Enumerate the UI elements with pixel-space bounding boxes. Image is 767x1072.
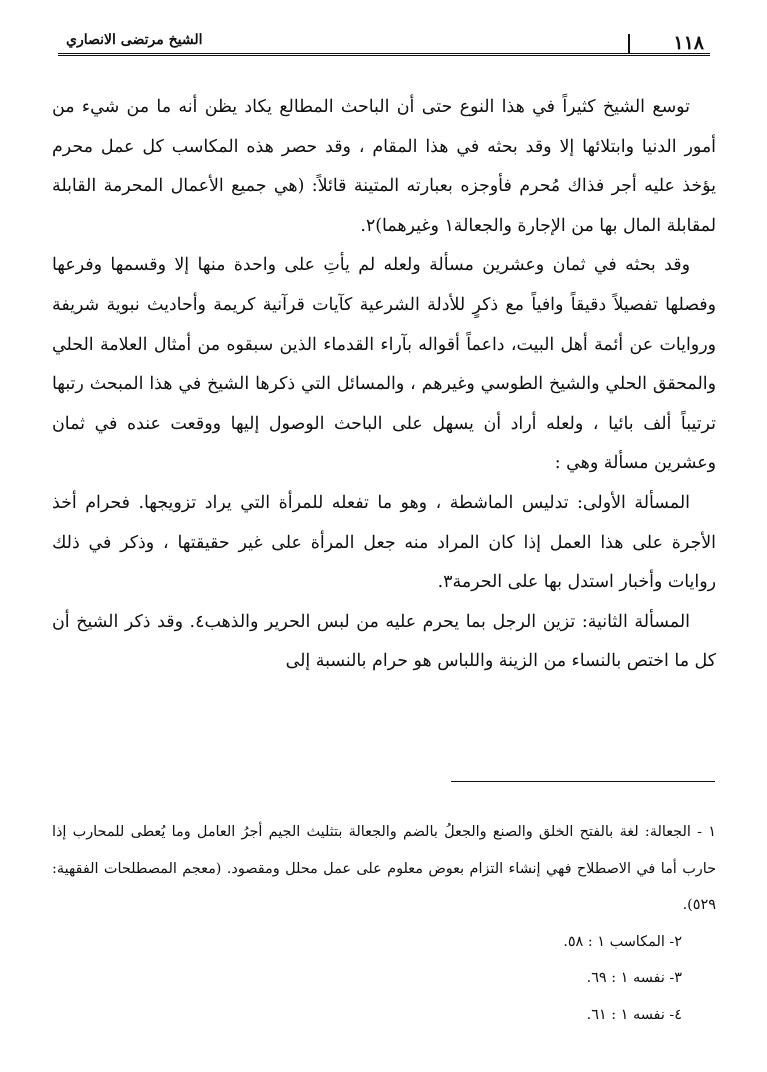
footnote-2: ٢- المكاسب ١ : ٥٨.: [563, 933, 682, 950]
paragraph-4: المسألة الثانية: تزين الرجل بما يحرم عليه من لبس الحرير والذهب٤. وقد ذكر الشيخ أن كل ما اختص بالنساء من الزينة واللباس هو حرام بالنسبة إلى: [52, 611, 716, 672]
paragraph-3: المسألة الأولى: تدليس الماشطة ، وهو ما تفعله للمرأة التي يراد تزويجها. فحرام أخذ الأجرة على هذا العمل إذا كان المراد منه جعل المرأة على غير حقيقتها ، وذكر في ذلك روايات وأخبار استدل بها على الحرمة٣.: [52, 492, 716, 593]
footnote-separator: [451, 781, 715, 782]
footnotes: [52, 814, 716, 1033]
main-text: [52, 88, 716, 682]
footnote-3: ٣- نفسه ١ : ٦٩.: [586, 970, 682, 986]
header-rule: [58, 53, 710, 56]
footnote-4: ٤- نفسه ١ : ٦١.: [586, 1006, 682, 1023]
footnote-1: ١ - الجعالة: لغة بالفتح الخلق والصنع والجعلُ بالضم والجعالة بتثليث الجيم أجرُ العامل وما يُعطى للمحارب إذا حارب أما في الاصطلاح فهي إنشاء التزام بعوض معلوم على عمل محلل ومقصود. (معجم المصطلحات الفقهية: ٥٢٩).: [52, 824, 716, 913]
paragraph-1: توسع الشيخ كثيراً في هذا النوع حتى أن الباحث المطالع يكاد يظن أنه ما من شيء من أمور الدنيا وابتلائها إلا وقد بحثه في هذا المقام ، وقد حصر هذه المكاسب كل عمل محرم يؤخذ عليه أجر فذاك مُحرم فأوجزه بعبارته المتينة قائلاً: (هي جميع الأعمال المحرمة القابلة لمقابلة المال بها من الإجارة والجعالة١ وغيرهما)٢.: [52, 97, 716, 236]
paragraph-2: وقد بحثه في ثمان وعشرين مسألة ولعله لم يأتِ على واحدة منها إلا وقسمها وفرعها وفصلها تفصيلاً دقيقاً وافياً مع ذكرٍ للأدلة الشرعية كآيات قرآنية كريمة وأحاديث نبوية شريفة وروايات عن أئمة أهل البيت، داعماً أقواله بآراء القدماء الذين سبقوه من أمثال العلامة الحلي والمحقق الحلي والشيخ الطوسي وغيرهم ، والمسائل التي ذكرها الشيخ في هذا المبحث رتبها ترتيباً ألف بائيا ، ولعله أراد أن يسهل على الباحث الوصول إليها ووقعت عنده في ثمان وعشرين مسألة وهي :: [52, 255, 716, 474]
page-number: ١١٨: [673, 32, 704, 54]
running-title: الشيخ مرتضى الانصاري: [66, 32, 203, 48]
page-header: [58, 26, 710, 56]
page-number-divider: [628, 34, 630, 54]
